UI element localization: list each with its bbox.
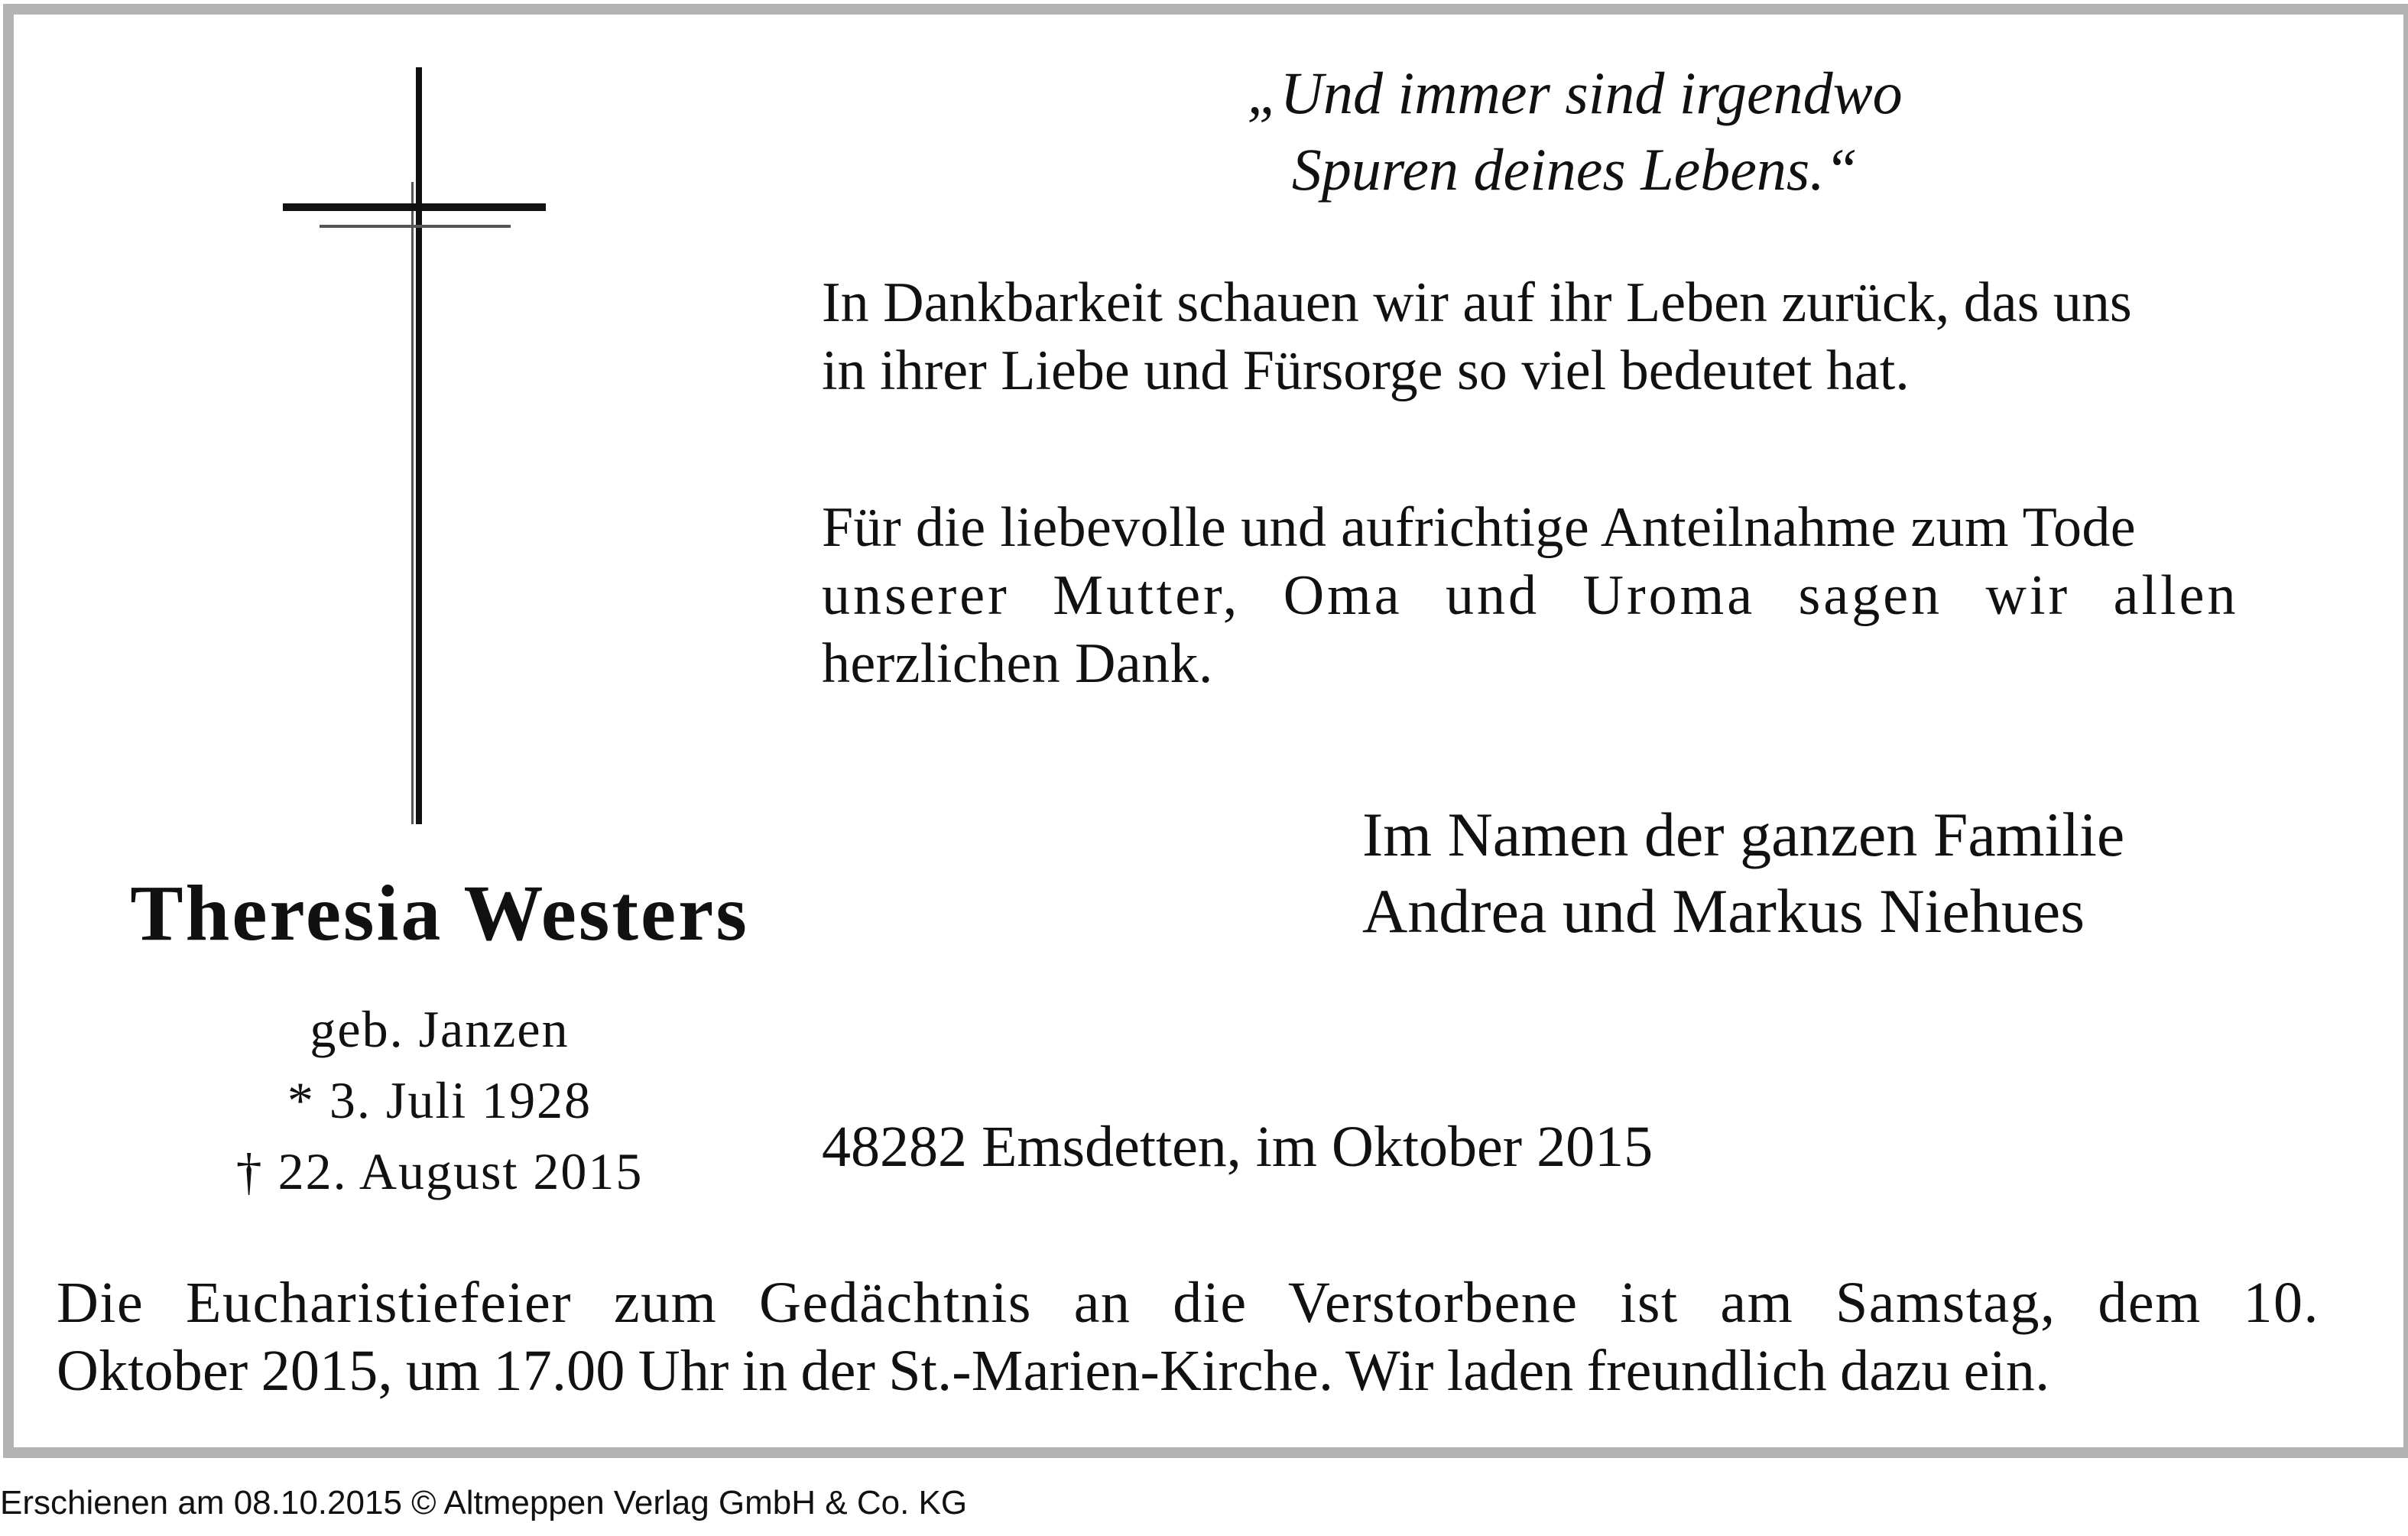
gratitude-paragraph: [822, 269, 2324, 405]
family-signoff: [1362, 797, 2124, 950]
cross-icon: [283, 67, 558, 836]
signoff-line-2: Andrea und Markus Niehues: [1362, 876, 2085, 946]
deceased-details: [0, 994, 879, 1207]
quote-line-2: Spuren deines Lebens.“: [1291, 136, 1858, 203]
maiden-name: geb. Janzen: [310, 1000, 570, 1058]
death-date: † 22. August 2015: [235, 1142, 644, 1200]
publication-footer: Erschienen am 08.10.2015 © Altmeppen Verlag GmbH & Co. KG: [0, 1484, 968, 1521]
gratitude-line-2: in ihrer Liebe und Fürsorge so viel bedeutet hat.: [822, 339, 1910, 402]
birth-date: * 3. Juli 1928: [287, 1071, 592, 1129]
sympathy-line-2: unserer Mutter, Oma und Uroma sagen wir allen: [822, 564, 2239, 627]
memorial-quote: [978, 55, 2171, 208]
place-and-date: 48282 Emsdetten, im Oktober 2015: [822, 1115, 1653, 1179]
service-line-2: Oktober 2015, um 17.00 Uhr in der St.-Marien-Kirche. Wir laden freundlich dazu ein.: [57, 1339, 2050, 1403]
service-line-1: Die Eucharistiefeier zum Gedächtnis an die Verstorbene ist am Samstag, dem 10.: [57, 1271, 2319, 1335]
deceased-name: Theresia Westers: [130, 869, 749, 957]
sympathy-line-1: Für die liebevolle und aufrichtige Anteilnahme zum Tode: [822, 496, 2137, 559]
sympathy-paragraph: [822, 494, 2324, 698]
gratitude-line-1: In Dankbarkeit schauen wir auf ihr Leben zurück, das uns: [822, 271, 2132, 334]
quote-line-1: „Und immer sind irgendwo: [1247, 60, 1903, 126]
signoff-line-1: Im Namen der ganzen Familie: [1362, 800, 2125, 869]
service-announcement: [57, 1269, 2319, 1405]
sympathy-line-3: herzlichen Dank.: [822, 632, 1213, 695]
